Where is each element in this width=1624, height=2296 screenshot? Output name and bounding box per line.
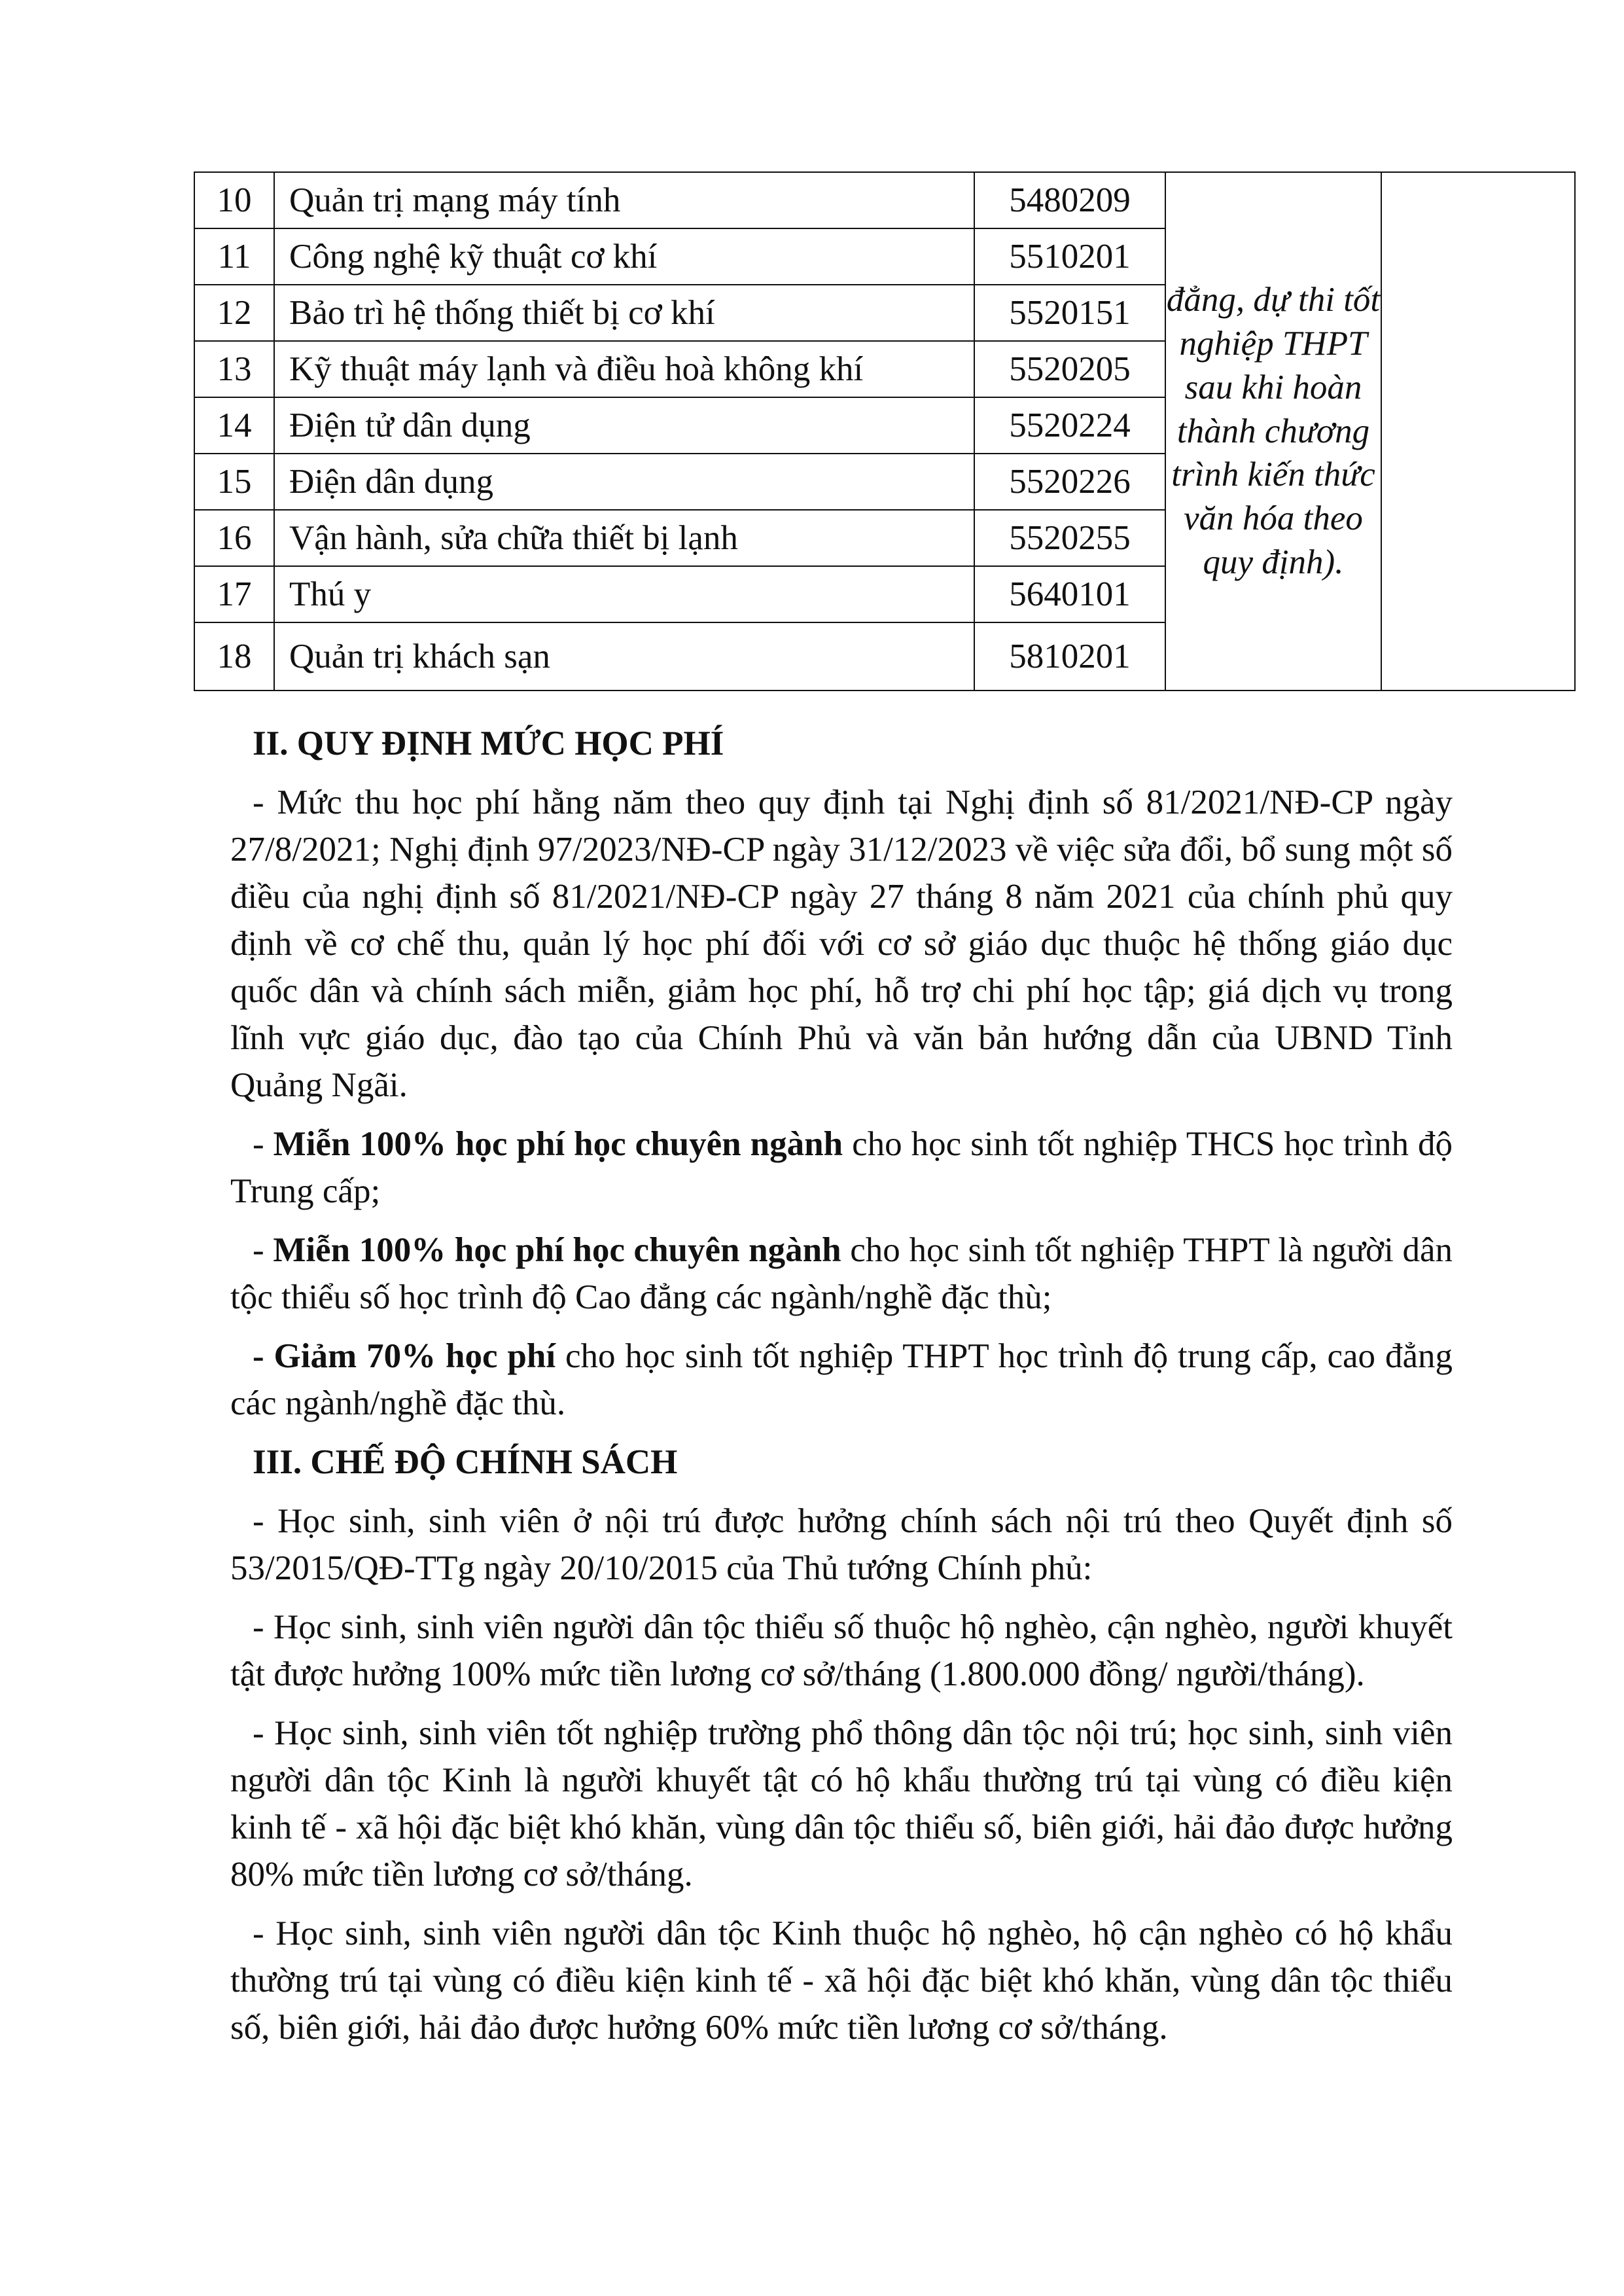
bold-text: - Giảm 70% học phí xyxy=(253,1337,556,1375)
row-number: 17 xyxy=(194,566,274,622)
text-prefix: - xyxy=(253,1231,274,1269)
paragraph xyxy=(230,1333,1453,1427)
text: cho học sinh tốt nghiệp THCS học trình độ Trung cấp; xyxy=(230,1125,1453,1210)
program-name: Điện tử dân dụng xyxy=(274,397,974,454)
text: cho học sinh tốt nghiệp THPT học trình độ trung cấp, cao đẳng các ngành/nghề đặc thù. xyxy=(230,1337,1453,1422)
program-table xyxy=(194,171,1576,691)
text-prefix: - xyxy=(253,1125,274,1163)
section-heading-policy: III. CHẾ ĐỘ CHÍNH SÁCH xyxy=(253,1443,678,1481)
program-code: 5520224 xyxy=(974,397,1165,454)
paragraph xyxy=(230,1227,1453,1321)
paragraph xyxy=(230,1121,1453,1215)
note-cell: đẳng, dự thi tốt nghiệp THPT sau khi hoàn thành chương trình kiến thức văn hóa theo quy định). xyxy=(1165,172,1381,691)
program-code: 5810201 xyxy=(974,622,1165,691)
program-code: 5640101 xyxy=(974,566,1165,622)
row-number: 16 xyxy=(194,510,274,566)
row-number: 11 xyxy=(194,228,274,285)
body-content xyxy=(230,720,1453,2051)
section-heading-tuition: II. QUY ĐỊNH MỨC HỌC PHÍ xyxy=(253,725,724,762)
program-name: Thú y xyxy=(274,566,974,622)
program-name: Điện dân dụng xyxy=(274,454,974,510)
row-number: 18 xyxy=(194,622,274,691)
program-name: Vận hành, sửa chữa thiết bị lạnh xyxy=(274,510,974,566)
text: cho học sinh tốt nghiệp THPT là người dân tộc thiểu số học trình độ Cao đẳng các ngành/nghề đặc thù; xyxy=(230,1231,1453,1316)
program-name: Bảo trì hệ thống thiết bị cơ khí xyxy=(274,285,974,341)
program-code: 5480209 xyxy=(974,172,1165,228)
paragraph: - Học sinh, sinh viên tốt nghiệp trường phổ thông dân tộc nội trú; học sinh, sinh viên người dân tộc Kinh là người khuyết tật có hộ khẩu thường trú tại vùng có điều kiện kinh tế - xã hội đặc biệt khó khăn, vùng dân tộc thiểu số, biên giới, hải đảo được hưởng 80% mức tiền lương cơ sở/tháng. xyxy=(230,1714,1453,1893)
program-name: Quản trị mạng máy tính xyxy=(274,172,974,228)
program-code: 5520151 xyxy=(974,285,1165,341)
row-number: 14 xyxy=(194,397,274,454)
paragraph: - Học sinh, sinh viên người dân tộc thiểu số thuộc hộ nghèo, cận nghèo, người khuyết tật được hưởng 100% mức tiền lương cơ sở/tháng (1.800.000 đồng/ người/tháng). xyxy=(230,1608,1453,1693)
program-name: Kỹ thuật máy lạnh và điều hoà không khí xyxy=(274,341,974,397)
row-number: 12 xyxy=(194,285,274,341)
empty-cell xyxy=(1381,172,1575,691)
row-number: 13 xyxy=(194,341,274,397)
program-code: 5520255 xyxy=(974,510,1165,566)
program-code: 5520226 xyxy=(974,454,1165,510)
bold-text: Miễn 100% học phí học chuyên ngành xyxy=(273,1231,841,1269)
paragraph: - Mức thu học phí hằng năm theo quy định tại Nghị định số 81/2021/NĐ-CP ngày 27/8/2021; Nghị định 97/2023/NĐ-CP ngày 31/12/2023 về việc sửa đổi, bổ sung một số điều của nghị định số 81/2021/NĐ-CP ngày 27 tháng 8 năm 2021 của chính phủ quy định về cơ chế thu, quản lý học phí đối với cơ sở giáo dục thuộc hệ thống giáo dục quốc dân và chính sách miễn, giảm học phí, hỗ trợ chi phí học tập; giá dịch vụ trong lĩnh vực giáo dục, đào tạo của Chính Phủ và văn bản hướng dẫn của UBND Tỉnh Quảng Ngãi. xyxy=(230,783,1453,1104)
program-name: Quản trị khách sạn xyxy=(274,622,974,691)
program-code: 5520205 xyxy=(974,341,1165,397)
paragraph: - Học sinh, sinh viên ở nội trú được hưởng chính sách nội trú theo Quyết định số 53/2015/QĐ-TTg ngày 20/10/2015 của Thủ tướng Chính phủ: xyxy=(230,1502,1453,1587)
table-row xyxy=(194,172,1575,228)
program-code: 5510201 xyxy=(974,228,1165,285)
row-number: 10 xyxy=(194,172,274,228)
program-name: Công nghệ kỹ thuật cơ khí xyxy=(274,228,974,285)
row-number: 15 xyxy=(194,454,274,510)
paragraph: - Học sinh, sinh viên người dân tộc Kinh thuộc hộ nghèo, hộ cận nghèo có hộ khẩu thường trú tại vùng có điều kiện kinh tế - xã hội đặc biệt khó khăn, vùng dân tộc thiểu số, biên giới, hải đảo được hưởng 60% mức tiền lương cơ sở/tháng. xyxy=(230,1914,1453,2047)
bold-text: Miễn 100% học phí học chuyên ngành xyxy=(273,1125,843,1163)
